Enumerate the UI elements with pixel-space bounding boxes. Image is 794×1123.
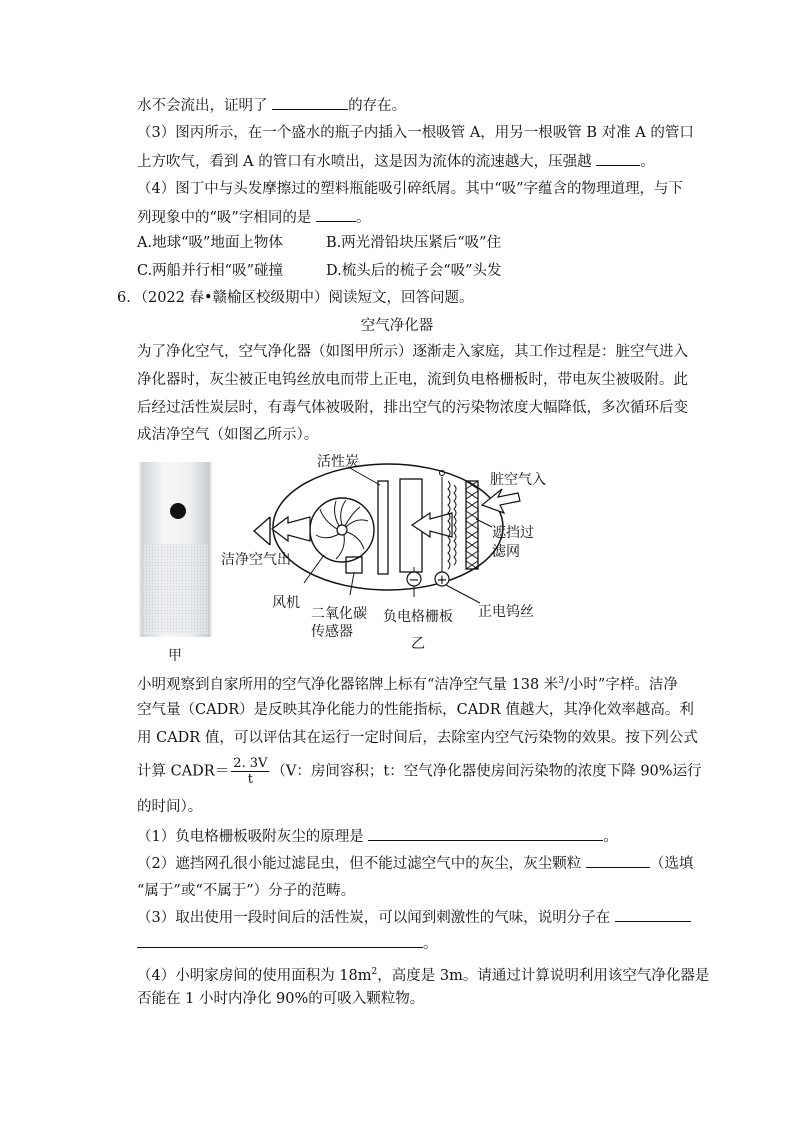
q6-header: 6．（2022 春•赣榆区校级期中）阅读短文，回答问题。 xyxy=(117,290,474,306)
article-title: 空气净化器 xyxy=(360,318,434,334)
label-activated-carbon: 活性炭 xyxy=(317,454,359,470)
answer-blank[interactable] xyxy=(615,907,691,922)
q5-line-1: 水不会流出，证明了 的存在。 xyxy=(137,95,406,116)
cadr-formula: $\frac{2. 3V}{t}$ xyxy=(233,756,268,787)
clean-air-out-icon xyxy=(254,517,270,545)
article-para-4: 成洁净空气（如图乙所示）。 xyxy=(137,427,319,443)
label-filter-line2: 滤网 xyxy=(492,544,520,560)
minus-sign: − xyxy=(408,573,420,588)
label-dirty-air-in: 脏空气入 xyxy=(490,472,546,488)
option-d[interactable]: D.梳头后的梳子会“吸”头发 xyxy=(326,263,502,279)
answer-blank[interactable] xyxy=(368,826,603,841)
article-para-6: 空气量（CADR）是反映其净化能力的性能指标，CADR 值越大，其净化效率越高。利 xyxy=(137,702,694,718)
dirty-air-in-arrow xyxy=(482,489,520,513)
label-co2-sensor-1: 二氧化碳 xyxy=(311,606,367,622)
q5-line-5: 列现象中的“吸”字相同的是 。 xyxy=(137,207,370,228)
article-para-8: 计算 CADR＝ $\frac{2. 3V}{t}$ （V：房间容积；t：空气净化器使房间污染物的浓度下降 90%运行 xyxy=(137,756,702,787)
article-para-2: 净化器时，灰尘被正电钨丝放电而带上正电，流到负电格栅板时，带电灰尘被吸附。此 xyxy=(137,372,688,388)
answer-blank[interactable] xyxy=(596,151,640,166)
article-para-1: 为了净化空气，空气净化器（如图甲所示）逐渐走入家庭，其工作过程是：脏空气进入 xyxy=(137,344,688,360)
answer-blank[interactable] xyxy=(316,207,356,222)
figure-label-jia: 甲 xyxy=(168,648,182,664)
option-b[interactable]: B.两光滑铅块压紧后“吸”住 xyxy=(326,235,502,251)
air-purifier-photo xyxy=(139,462,212,637)
plus-sign: + xyxy=(436,573,448,588)
answer-blank[interactable] xyxy=(586,853,650,868)
activated-carbon-layer xyxy=(378,481,388,574)
option-a[interactable]: A.地球“吸”地面上物体 xyxy=(137,235,283,251)
article-para-7: 用 CADR 值，可以评估其在运行一定时间后，去除室内空气污染物的效果。按下列公式 xyxy=(137,730,698,746)
subq-4-cont: 否能在 1 小时内净化 90%的可吸入颗粒物。 xyxy=(137,991,425,1007)
subq-2-cont: “属于”或“不属于”）分子的范畴。 xyxy=(137,883,356,899)
label-negative-grid: 负电格栅板 xyxy=(383,609,453,625)
subq-1: （1）负电格栅板吸附灰尘的原理是 。 xyxy=(137,826,618,847)
option-c[interactable]: C.两船并行相“吸”碰撞 xyxy=(137,263,284,279)
article-para-3: 后经过活性炭层时，有毒气体被吸附，排出空气的污染物浓度大幅降低，多次循环后变 xyxy=(137,400,688,416)
subq-4: （4）小明家房间的使用面积为 $18m^2$，高度是 3m。请通过计算说明利用该空气净化器是 xyxy=(137,967,710,984)
fan-icon xyxy=(310,498,374,562)
label-fan: 风机 xyxy=(272,595,300,611)
answer-blank[interactable] xyxy=(272,95,348,110)
q5-line-3: 上方吹气，看到 A 的管口有水喷出，这是因为流体的流速越大，压强越 。 xyxy=(137,151,655,172)
q5-line-4: （4）图丁中与头发摩擦过的塑料瓶能吸引碎纸屑。其中“吸”字蕴含的物理道理，与下 xyxy=(137,181,684,197)
subq-2: （2）遮挡网孔很小能过滤昆虫，但不能过滤空气中的灰尘，灰尘颗粒 （选填 xyxy=(137,853,693,874)
blocking-filter xyxy=(466,481,478,569)
label-clean-air-out: 洁净空气出 xyxy=(221,552,291,568)
label-filter-line1: 遮挡过 xyxy=(492,525,534,541)
label-co2-sensor-2: 传感器 xyxy=(311,624,353,640)
subq-3-cont: 。 xyxy=(137,933,438,954)
answer-blank[interactable] xyxy=(137,933,423,948)
article-para-5: 小明观察到自家所用的空气净化器铭牌上标有“洁净空气量 138 米$^3$/小时”字样。洁净 xyxy=(137,676,678,693)
subq-3: （3）取出使用一段时间后的活性炭，可以闻到刺激性的气味，说明分子在 xyxy=(137,907,691,928)
label-positive-wire: 正电钨丝 xyxy=(478,604,534,620)
q5-line-2: （3）图丙所示，在一个盛水的瓶子内插入一根吸管 A，用另一根吸管 B 对准 A 的管口 xyxy=(137,125,694,141)
positive-tungsten-wire xyxy=(440,471,457,573)
article-para-9: 的时间）。 xyxy=(137,799,203,815)
figure-label-yi: 乙 xyxy=(411,636,425,652)
